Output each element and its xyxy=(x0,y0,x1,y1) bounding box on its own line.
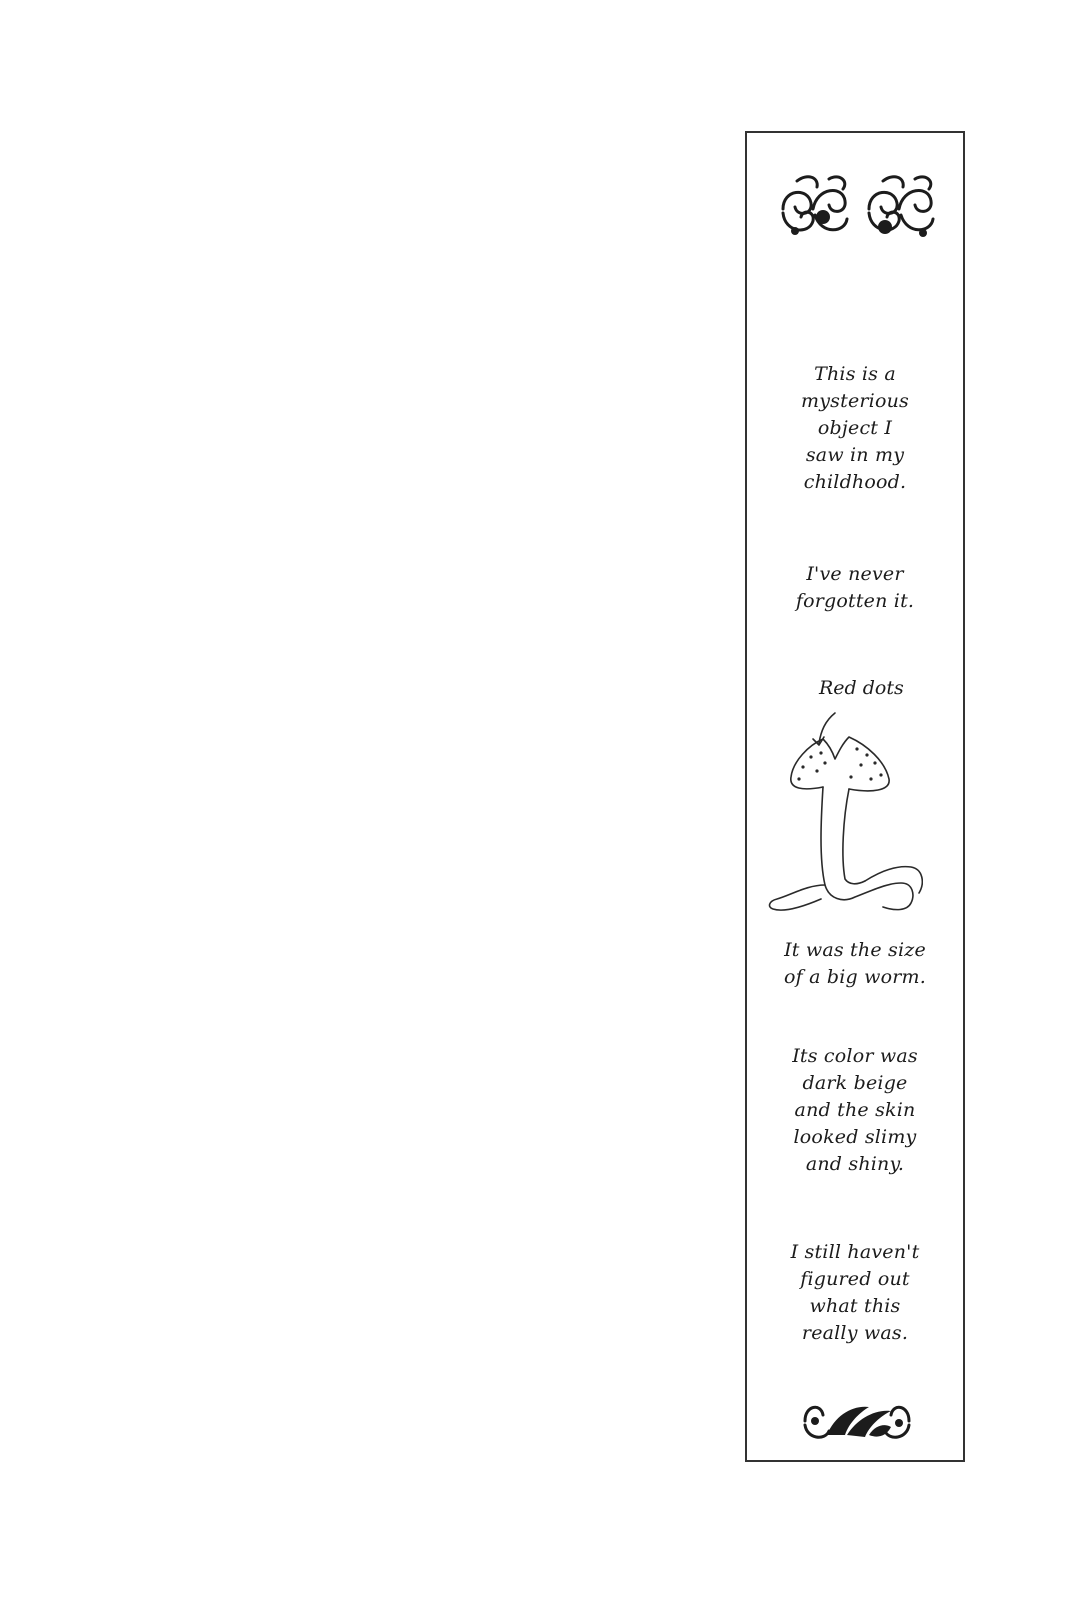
red-dots-arrow-icon xyxy=(819,713,835,743)
drawing-label-red-dots: Red dots xyxy=(819,677,904,699)
scroll-ornament-icon xyxy=(773,169,943,249)
note-color-description: Its color was dark beige and the skin looked slimy and shiny. xyxy=(792,1045,918,1175)
note-mysterious-object: This is a mysterious object I saw in my childhood. xyxy=(801,363,909,493)
flourish-ornament-icon xyxy=(799,1395,915,1445)
note-size-of-worm: It was the size of a big worm. xyxy=(784,939,926,988)
mushroom-worm-drawing xyxy=(763,699,923,919)
note-still-unknown: I still haven't figured out what this really was. xyxy=(790,1241,920,1344)
note-never-forgotten: I've never forgotten it. xyxy=(795,563,915,612)
margin-note-panel xyxy=(745,131,965,1462)
